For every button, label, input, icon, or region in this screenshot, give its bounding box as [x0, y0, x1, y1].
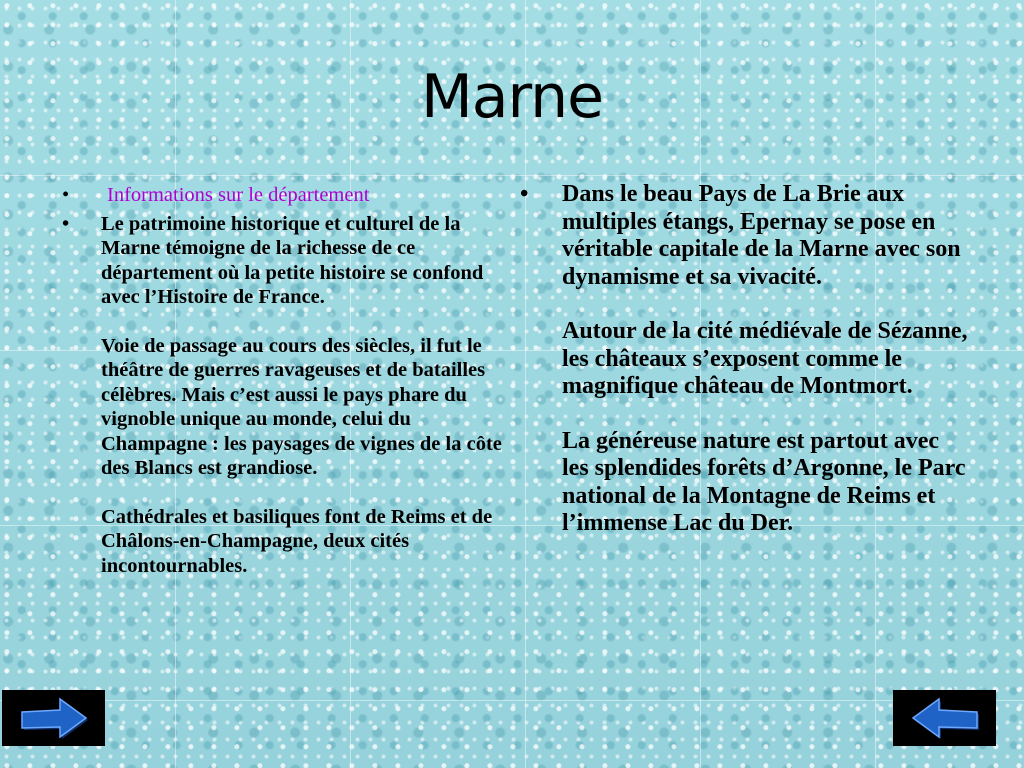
arrow-left-icon — [909, 695, 981, 741]
department-info-heading: Informations sur le département — [107, 184, 370, 206]
right-paragraph-sezanne: Autour de la cité médiévale de Sézanne, les châteaux s’exposent comme le magnifique château de Montmort. — [562, 318, 968, 399]
left-bullet-list — [56, 183, 506, 578]
right-bullet-list — [520, 181, 970, 538]
right-body-item — [520, 181, 970, 538]
slide-title: Marne — [420, 62, 604, 132]
nav-previous-button[interactable] — [2, 690, 105, 746]
left-paragraph-history: Voie de passage au cours des siècles, il fut le théâtre de guerres ravageuses et de batailles célèbres. Mais c’est aussi le pays phare du vignoble unique au monde, celui du Champagne : les paysages de vignes de la côte des Blancs est grandiose. — [101, 334, 502, 479]
left-body-item — [56, 212, 506, 579]
bullet-marker: • — [62, 184, 70, 206]
left-heading-item — [56, 183, 506, 208]
bullet-marker: • — [62, 212, 70, 235]
nav-next-button[interactable] — [893, 690, 996, 746]
right-paragraph-nature: La généreuse nature est partout avec les splendides forêts d’Argonne, le Parc national de la Montagne de Reims et l’immense Lac du Der. — [562, 427, 966, 536]
arrow-right-icon — [18, 695, 90, 741]
left-paragraph-heritage: Le patrimoine historique et culturel de la Marne témoigne de la richesse de ce département où la petite histoire se confond avec l’Histoire de France. — [101, 212, 484, 308]
right-paragraph-brie: Dans le beau Pays de La Brie aux multiples étangs, Epernay se pose en véritable capitale de la Marne avec son dynamisme et sa vivacité. — [562, 181, 961, 290]
left-paragraph-cathedrals: Cathédrales et basiliques font de Reims et de Châlons-en-Champagne, deux cités incontournables. — [101, 505, 493, 577]
bullet-marker: • — [520, 181, 529, 207]
